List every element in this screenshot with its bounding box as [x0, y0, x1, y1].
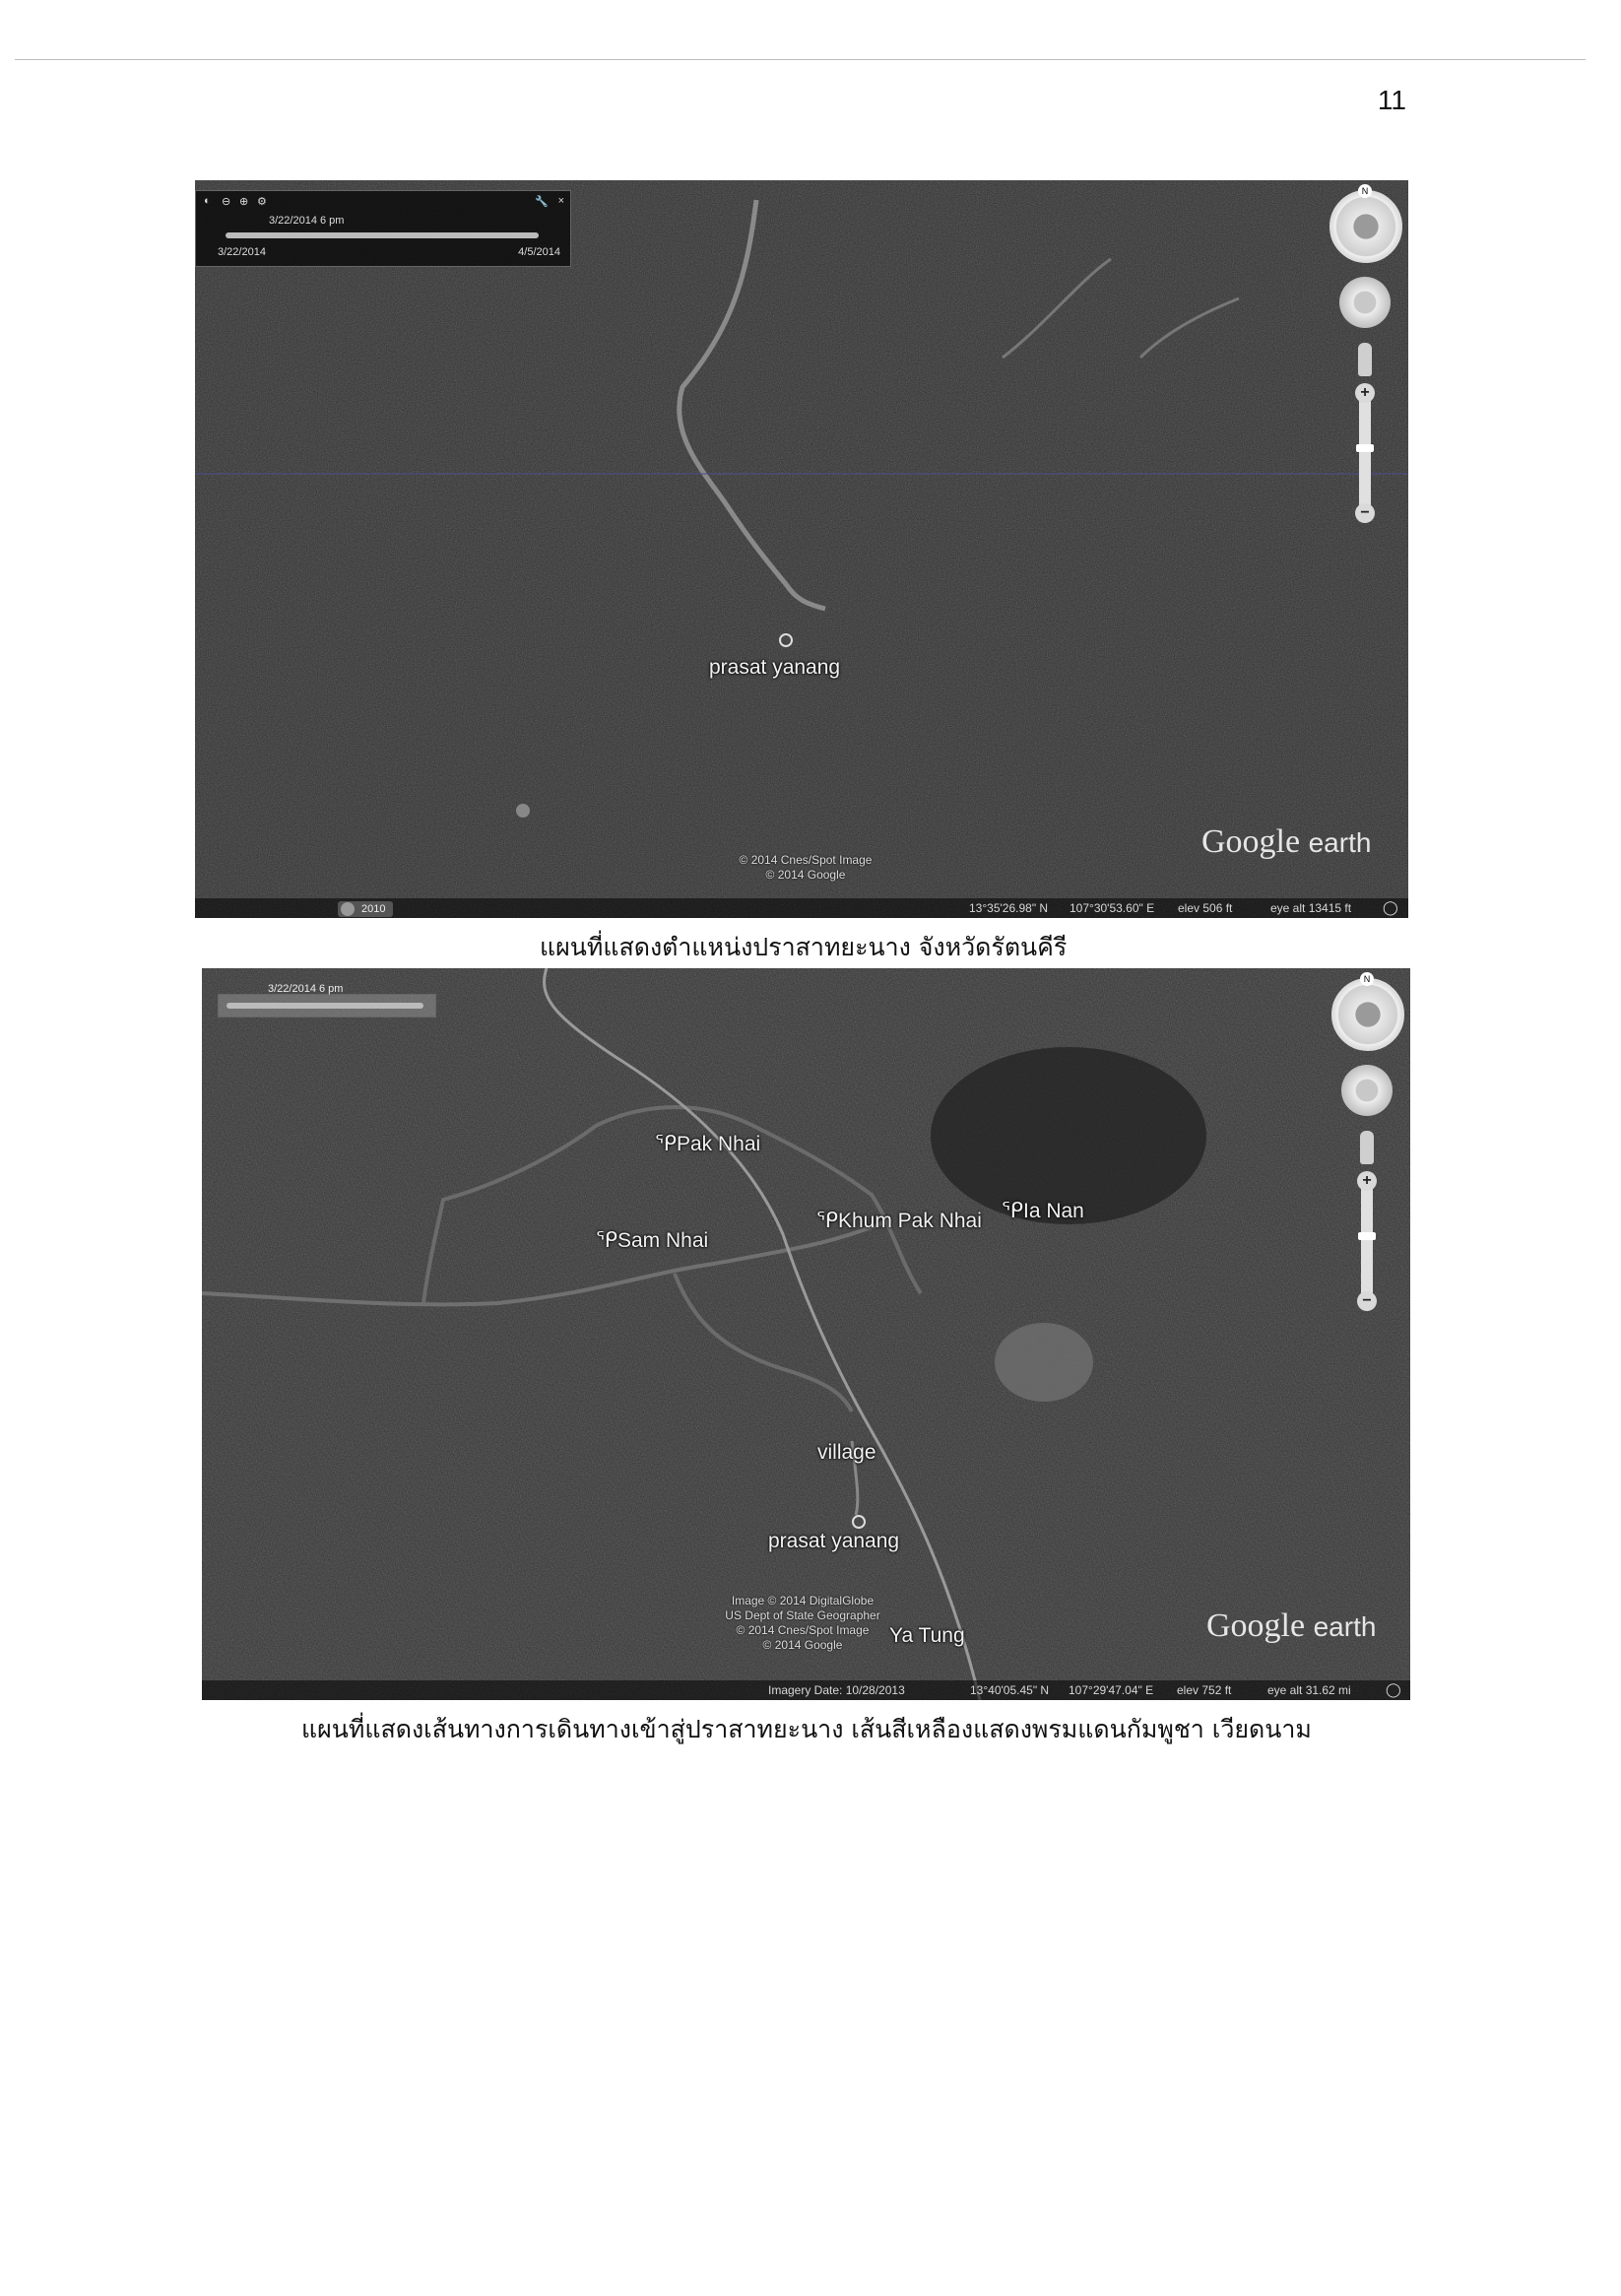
map-1-terrain	[195, 180, 1408, 918]
eye-altitude: eye alt 31.62 mi	[1267, 1683, 1351, 1697]
look-icon[interactable]	[1341, 1065, 1393, 1116]
zoom-out-icon[interactable]: ⊖	[222, 196, 231, 208]
time-current: 3/22/2014 6 pm	[268, 983, 344, 995]
longitude: 107°30'53.60" E	[1070, 901, 1155, 915]
time-slider-panel[interactable]	[218, 983, 436, 1017]
historical-imagery-year[interactable]: 2010	[338, 901, 393, 917]
map-2-terrain	[202, 968, 1410, 1700]
status-circle-icon: ◯	[1383, 899, 1398, 915]
place-label-prasat-yanang[interactable]: prasat yanang	[768, 1530, 900, 1552]
pegman-icon[interactable]	[1358, 343, 1372, 376]
map-1-copyright	[707, 853, 904, 883]
copyright-line: © 2014 Google	[765, 868, 846, 882]
page-number: 11	[1377, 85, 1406, 115]
imagery-date: Imagery Date: 10/28/2013	[768, 1683, 905, 1697]
scan-border-line	[15, 59, 1586, 60]
time-slider-track[interactable]	[227, 1003, 423, 1009]
elevation: elev 506 ft	[1178, 901, 1233, 915]
place-label-prasat-yanang[interactable]: prasat yanang	[709, 656, 841, 679]
place-label-ya-tung[interactable]: Ya Tung	[889, 1624, 965, 1647]
play-icon[interactable]: ◐	[204, 195, 211, 207]
copyright-line: © 2014 Cnes/Spot Image	[739, 853, 873, 867]
compass-icon[interactable]	[1329, 190, 1402, 263]
zoom-knob[interactable]	[1356, 444, 1374, 452]
satellite-map-1[interactable]	[195, 180, 1408, 918]
zoom-minus-button[interactable]: −	[1355, 503, 1375, 523]
time-start: 3/22/2014	[218, 246, 266, 258]
status-circle-icon: ◯	[1386, 1681, 1401, 1697]
wrench-icon[interactable]: 🔧	[535, 196, 549, 208]
time-slider-panel[interactable]	[195, 190, 571, 267]
zoom-slider-icon[interactable]	[1361, 1175, 1373, 1307]
figure-1-caption: แผนที่แสดงตำแหน่งปราสาทยะนาง จังหวัดรัตนคีรี	[540, 933, 1068, 961]
figure-2-caption: แผนที่แสดงเส้นทางการเดินทางเข้าสู่ปราสาทยะนาง เส้นสีเหลืองแสดงพรมแดนกัมพูชา เวียดนาม	[301, 1715, 1312, 1743]
place-label-village[interactable]: village	[817, 1441, 876, 1464]
eye-altitude: eye alt 13415 ft	[1270, 901, 1352, 915]
satellite-map-2[interactable]	[202, 968, 1410, 1700]
time-current: 3/22/2014 6 pm	[269, 215, 345, 227]
look-icon[interactable]	[1339, 277, 1391, 328]
north-indicator[interactable]: N	[1358, 184, 1372, 198]
map-2-status-bar	[202, 1680, 1410, 1700]
longitude: 107°29'47.04" E	[1069, 1683, 1154, 1697]
copyright-line: US Dept of State Geographer	[725, 1608, 880, 1622]
zoom-slider-icon[interactable]	[1359, 387, 1371, 519]
elevation: elev 752 ft	[1177, 1683, 1232, 1697]
close-icon[interactable]: ×	[557, 195, 564, 207]
latitude: 13°40'05.45" N	[970, 1683, 1050, 1697]
place-label-pak-nhai[interactable]: ᕿPak Nhai	[655, 1133, 761, 1155]
time-end: 4/5/2014	[518, 246, 560, 258]
north-indicator[interactable]: N	[1360, 972, 1374, 986]
zoom-in-icon[interactable]: ⊕	[239, 196, 249, 208]
zoom-plus-button[interactable]: +	[1357, 1171, 1377, 1191]
copyright-line: © 2014 Cnes/Spot Image	[736, 1623, 870, 1637]
map-2-copyright	[694, 1594, 911, 1653]
place-label-khum-pak-nhai[interactable]: ᕿKhum Pak Nhai	[816, 1210, 982, 1232]
copyright-line: © 2014 Google	[762, 1638, 843, 1652]
settings-icon[interactable]: ⚙	[257, 196, 267, 208]
zoom-plus-button[interactable]: +	[1355, 383, 1375, 403]
place-label-sam-nhai[interactable]: ᕿSam Nhai	[596, 1229, 709, 1252]
compass-icon[interactable]	[1331, 978, 1404, 1051]
place-label-ia-nan[interactable]: ᕿIa Nan	[1002, 1200, 1084, 1222]
google-earth-logo: Google earth	[1206, 1607, 1377, 1644]
time-slider-track[interactable]	[226, 232, 539, 238]
google-earth-logo: Google earth	[1201, 823, 1372, 860]
latitude: 13°35'26.98" N	[969, 901, 1049, 915]
pegman-icon[interactable]	[1360, 1131, 1374, 1164]
copyright-line: Image © 2014 DigitalGlobe	[731, 1594, 875, 1607]
zoom-knob[interactable]	[1358, 1232, 1376, 1240]
zoom-minus-button[interactable]: −	[1357, 1291, 1377, 1311]
map-1-status-bar	[195, 898, 1408, 918]
